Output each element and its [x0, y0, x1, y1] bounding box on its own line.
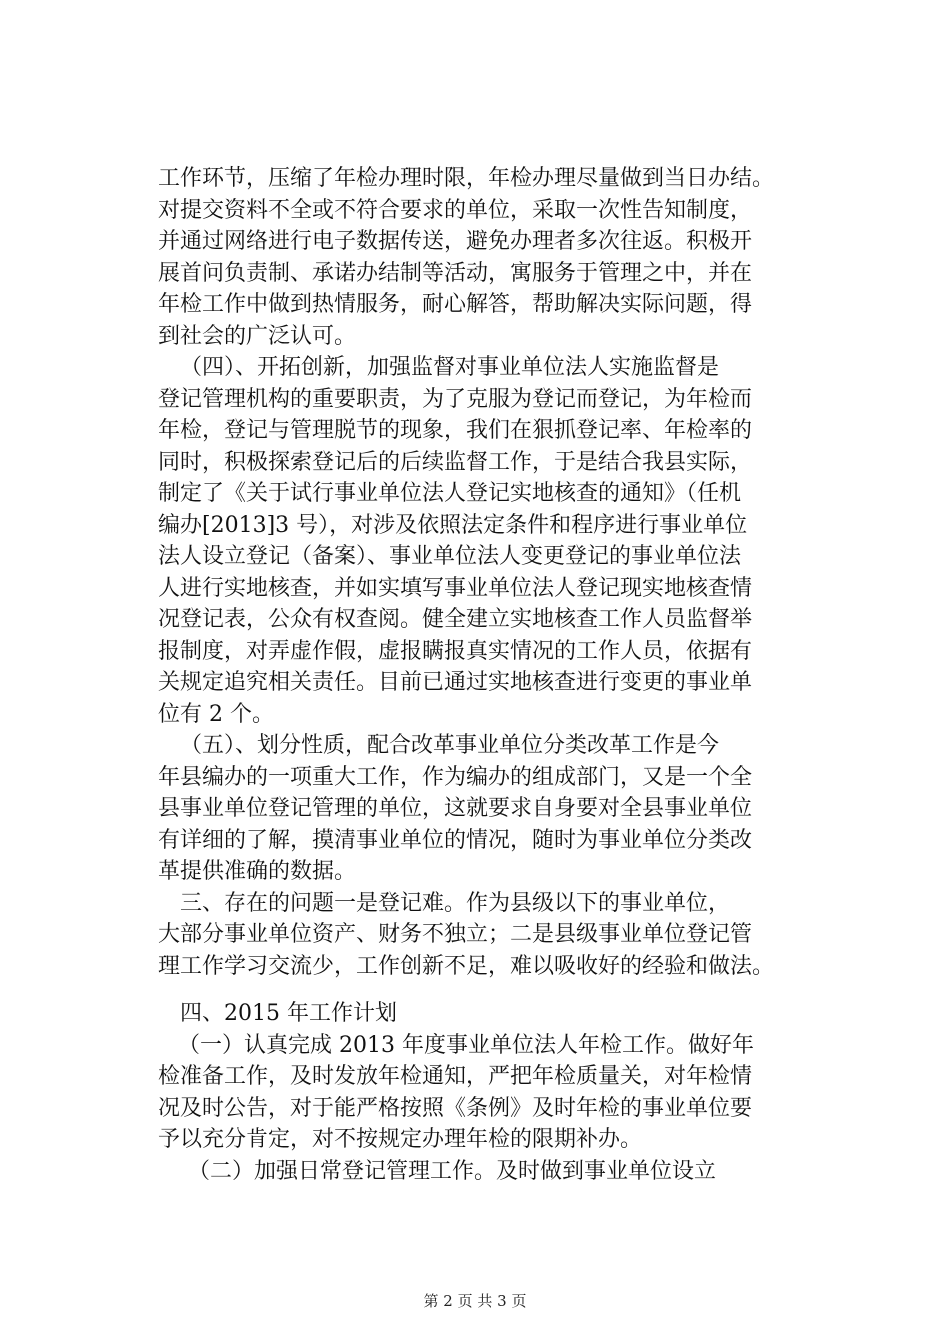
- text-line: 人进行实地核查，并如实填写事业单位法人登记现实地核查情: [158, 575, 753, 601]
- text-line: 同时，积极探索登记后的后续监督工作，于是结合我县实际，: [158, 449, 753, 475]
- text-line: 制定了《关于试行事业单位法人登记实地核查的通知》（任机: [158, 481, 742, 506]
- text-line: （二）加强日常登记管理工作。及时做到事业单位设立: [188, 1158, 717, 1184]
- text-line: 三、存在的问题一是登记难。作为县级以下的事业单位，: [180, 890, 731, 916]
- text-line: 编办[2013]3 号），对涉及依照法定条件和程序进行事业单位: [158, 512, 748, 538]
- text-line: 理工作学习交流少，工作创新不足，难以吸收好的经验和做法。: [158, 953, 775, 979]
- text-line: 年检，登记与管理脱节的现象，我们在狠抓登记率、年检率的: [158, 418, 753, 443]
- text-line: 检准备工作，及时发放年检通知，严把年检质量关，对年检情: [158, 1064, 753, 1089]
- text-line: 况登记表，公众有权查阅。健全建立实地核查工作人员监督举: [158, 607, 753, 632]
- document-body: [158, 163, 838, 1187]
- text-line: 位有 2 个。: [158, 701, 274, 727]
- text-line: 法人设立登记（备案）、事业单位法人变更登记的事业单位法: [158, 544, 742, 569]
- text-line: 展首问负责制、承诺办结制等活动，寓服务于管理之中，并在: [158, 260, 753, 286]
- text-line: 革提供准确的数据。: [158, 859, 357, 884]
- text-line: 县事业单位登记管理的单位，这就要求自身要对全县事业单位: [158, 796, 753, 821]
- text-line: 有详细的了解，摸清事业单位的情况，随时为事业单位分类改: [158, 827, 753, 853]
- text-line: 到社会的广泛认可。: [158, 323, 357, 349]
- text-line: 对提交资料不全或不符合要求的单位，采取一次性告知制度，: [158, 197, 753, 223]
- page-footer: 第 2 页 共 3 页: [423, 1292, 527, 1310]
- text-line: 并通过网络进行电子数据传送，避免办理者多次往返。积极开: [158, 229, 753, 254]
- text-line: 登记管理机构的重要职责，为了克服为登记而登记，为年检而: [158, 386, 753, 412]
- paragraph-gap: [158, 982, 838, 998]
- text-line: 关规定追究相关责任。目前已通过实地核查进行变更的事业单: [158, 670, 753, 695]
- section-heading: 四、2015 年工作计划: [180, 1001, 397, 1026]
- text-line: 工作环节，压缩了年检办理时限，年检办理尽量做到当日办结。: [158, 166, 775, 191]
- text-line: 年检工作中做到热情服务，耐心解答，帮助解决实际问题，得: [158, 292, 753, 317]
- text-line: 年县编办的一项重大工作，作为编办的组成部门，又是一个全: [158, 764, 753, 790]
- text-line: 报制度，对弄虚作假，虚报瞒报真实情况的工作人员，依据有: [158, 638, 753, 664]
- text-line: （四）、开拓创新，加强监督对事业单位法人实施监督是: [180, 355, 720, 380]
- text-line: 大部分事业单位资产、财务不独立；二是县级事业单位登记管: [158, 922, 753, 947]
- text-line: （一）认真完成 2013 年度事业单位法人年检工作。做好年: [178, 1032, 754, 1058]
- text-line: 况及时公告，对于能严格按照《条例》及时年检的事业单位要: [158, 1095, 753, 1121]
- text-line: （五）、划分性质，配合改革事业单位分类改革工作是今: [180, 733, 720, 758]
- text-line: 予以充分肯定，对不按规定办理年检的限期补办。: [158, 1127, 643, 1152]
